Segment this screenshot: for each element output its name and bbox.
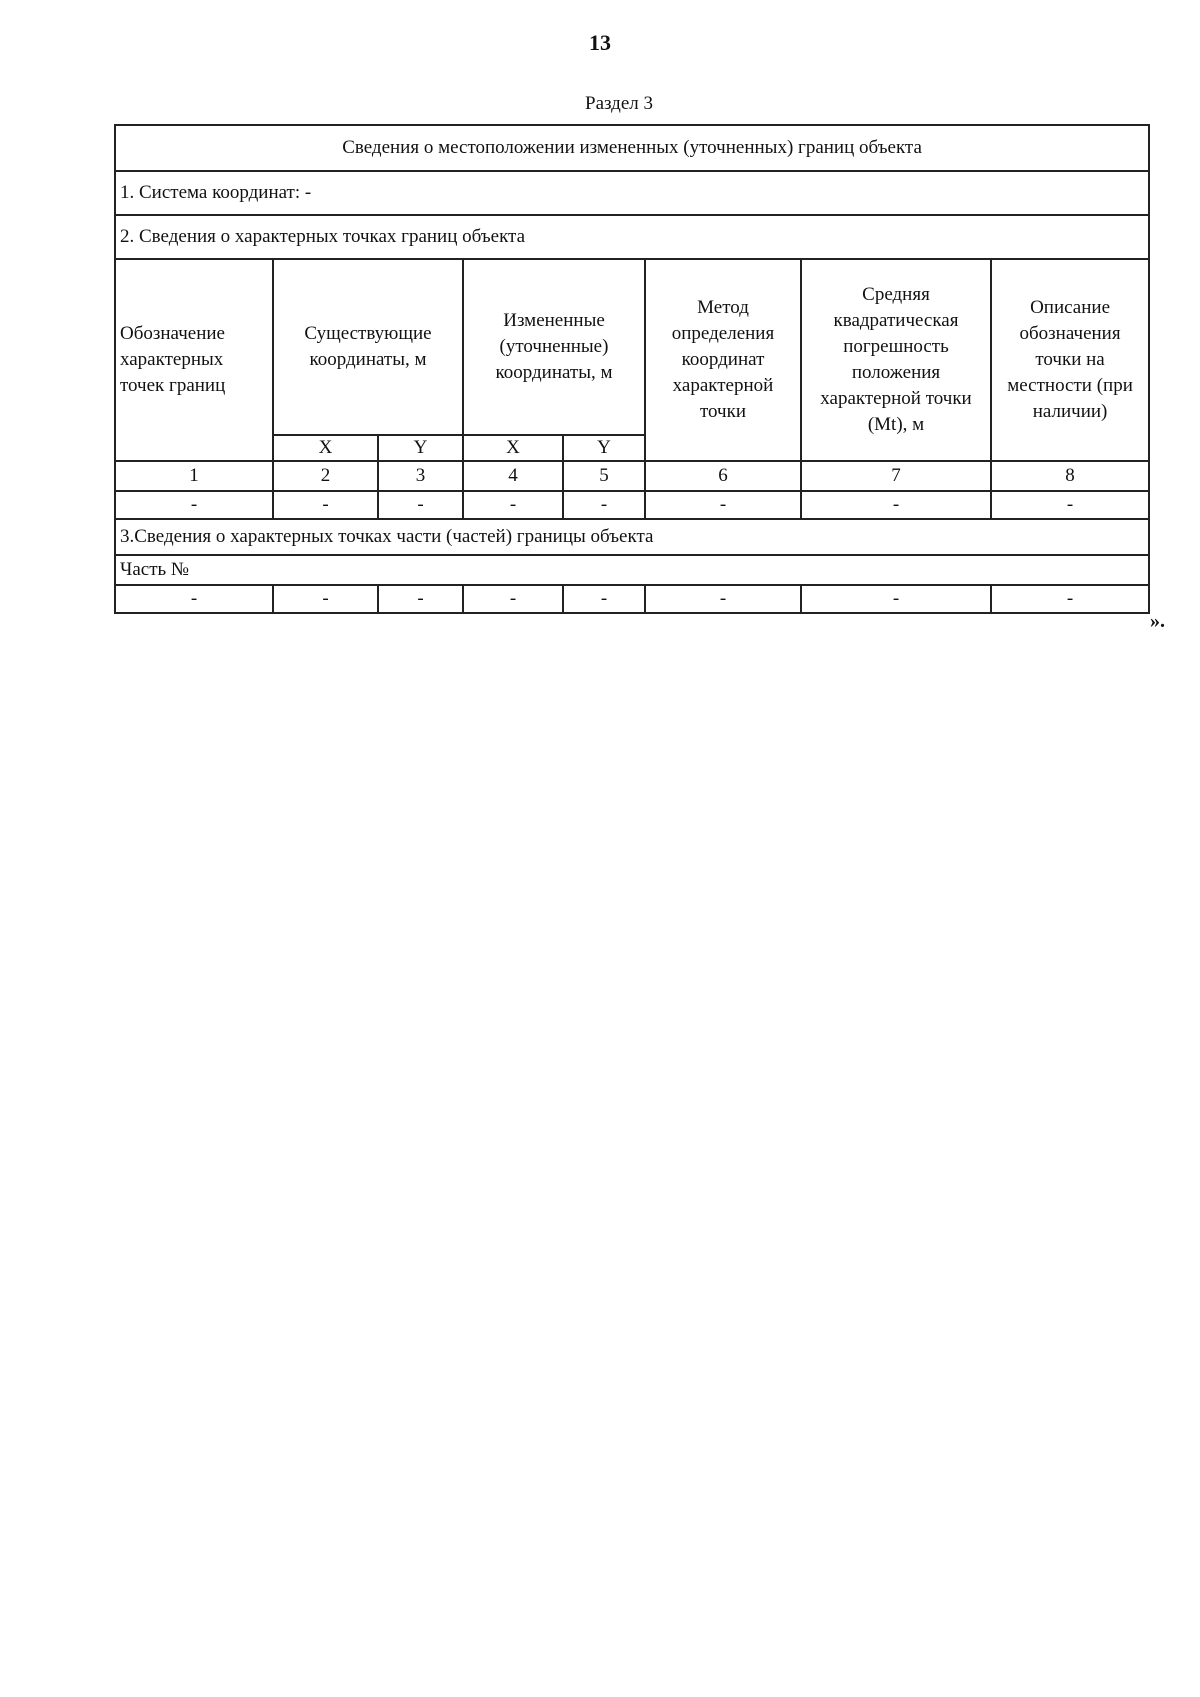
column-number: 6 [645, 461, 801, 491]
empty-cell: - [273, 491, 378, 519]
empty-cell: - [463, 585, 563, 613]
table-title: Сведения о местоположении измененных (уточненных) границ объекта [115, 125, 1149, 171]
empty-cell: - [801, 491, 991, 519]
header-y-existing: Y [378, 435, 463, 461]
header-description: Описание обозначения точки на местности (при наличии) [991, 259, 1149, 461]
header-changed-coords: Измененные (уточненные) координаты, м [463, 259, 645, 435]
empty-cell: - [801, 585, 991, 613]
empty-cell: - [991, 491, 1149, 519]
column-number: 8 [991, 461, 1149, 491]
empty-cell: - [115, 585, 273, 613]
empty-cell: - [273, 585, 378, 613]
empty-cell: - [645, 491, 801, 519]
empty-cell: - [378, 491, 463, 519]
empty-cell: - [645, 585, 801, 613]
column-number: 3 [378, 461, 463, 491]
header-method: Метод определения координат характерной точки [645, 259, 801, 461]
empty-cell: - [563, 491, 645, 519]
column-number: 1 [115, 461, 273, 491]
empty-cell: - [115, 491, 273, 519]
parts-heading: 3.Сведения о характерных точках части (частей) границы объекта [115, 519, 1149, 555]
part-label: Часть № [115, 555, 1149, 585]
header-mean-error: Средняя квадратическая погрешность положения характерной точки (Mt), м [801, 259, 991, 461]
page-number: 13 [589, 30, 611, 55]
empty-cell: - [991, 585, 1149, 613]
closing-quote-mark: ». [1150, 610, 1165, 632]
empty-cell: - [378, 585, 463, 613]
header-existing-coords: Существующие координаты, м [273, 259, 463, 435]
header-point-designation: Обозначение характерных точек границ [115, 259, 273, 461]
header-x-existing: X [273, 435, 378, 461]
empty-cell: - [563, 585, 645, 613]
column-number: 7 [801, 461, 991, 491]
boundary-points-table [114, 124, 1150, 614]
column-number: 5 [563, 461, 645, 491]
header-x-changed: X [463, 435, 563, 461]
empty-cell: - [463, 491, 563, 519]
section-title: Раздел 3 [585, 93, 653, 114]
coord-system-row: 1. Система координат: - [115, 171, 1149, 215]
header-y-changed: Y [563, 435, 645, 461]
column-number: 4 [463, 461, 563, 491]
column-number: 2 [273, 461, 378, 491]
points-heading: 2. Сведения о характерных точках границ объекта [115, 215, 1149, 259]
